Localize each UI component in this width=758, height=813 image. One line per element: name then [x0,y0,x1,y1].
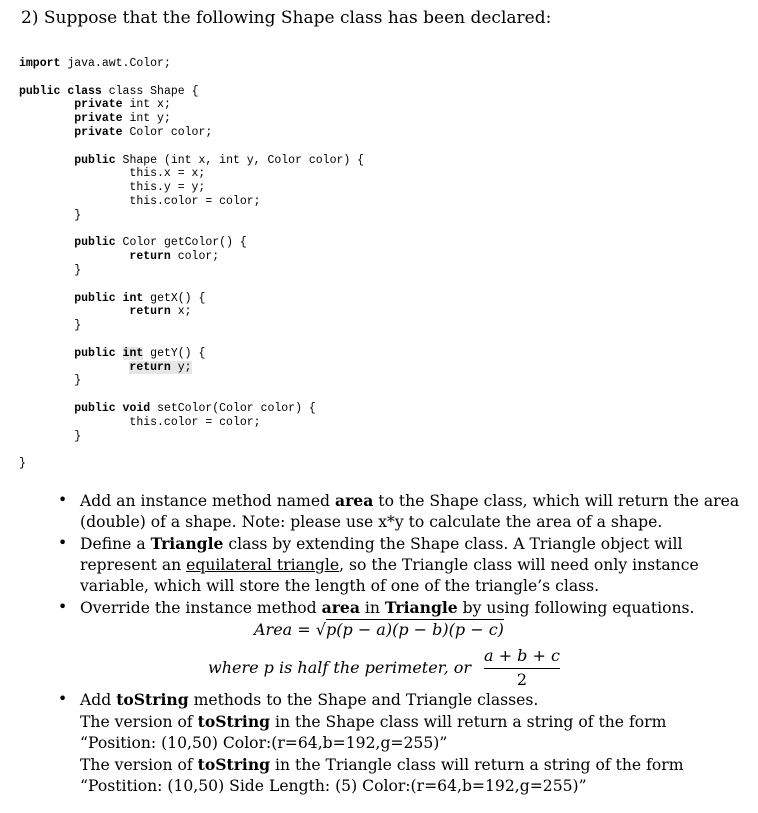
question-heading: 2) Suppose that the following Shape class has been declared: [21,8,552,28]
perimeter-equation: where p is half the perimeter, or $\frac{a + b + c}{2}$ [208,646,560,689]
bullet-list [58,490,748,797]
bullet-tostring: • Add toString methods to the Shape and Triangle classes. The version of toString in the Shape class will return a string of the form “Position: (10,50) Color:(r=64,b=192,g=255)” The version of toString in the Triangle class will return a string of the form “Postition: (10,50) Side Length: (5) Color:(r=64,b=192,g=255)” [58,690,684,795]
area-equation: Area = √p(p − a)(p − b)(p − c) [254,620,504,639]
bullet-area-method: • Add an instance method named area to the Shape class, which will return the area (double) of a shape. Note: please use x*y to calculate the area of a shape. [58,491,740,531]
bullet-triangle-class: • Define a Triangle class by extending the Shape class. A Triangle object will represent an equilateral triangle, so the Triangle class will need only instance variable, which will store the length of one of the triangle’s class. [58,534,699,595]
fraction: $\frac{a + b + c}{2}$ [484,646,560,689]
code-block: import java.awt.Color; public class class Shape { private int x; private int y; private Color color; public Shape (int x, int y, Color color) { this.x = x; this.y = y; this.color = color; } public Color getColor() { return color; } public int getX() { return x; } public int getY() { return y; } public void setColor(Color color) { this.color = color; } } [19,57,365,471]
bullet-override-area: • Override the instance method area in Triangle by using following equations. [58,598,695,617]
